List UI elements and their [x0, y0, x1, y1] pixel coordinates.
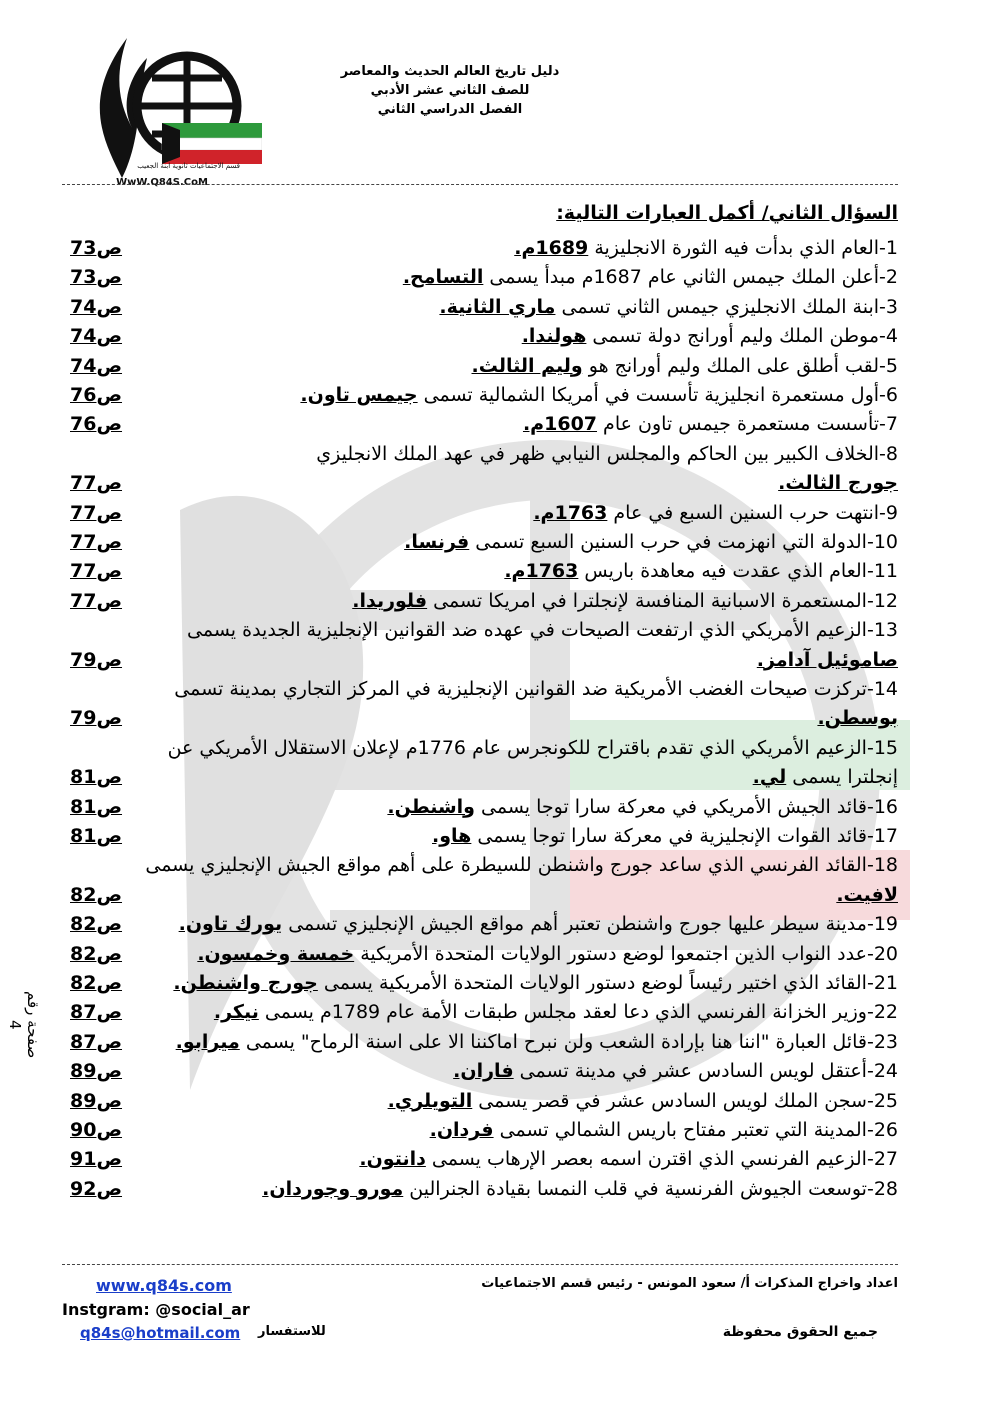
item-text: 12-المستعمرة الاسبانية المنافسة لإنجلترا في امريكا تسمى	[427, 589, 898, 612]
item-page-ref: ص77	[70, 560, 123, 583]
item-row	[836, 882, 898, 908]
item-page-ref: ص89	[70, 1089, 123, 1112]
item-page-ref: ص77	[70, 472, 123, 495]
item-page-ref: ص74	[70, 354, 123, 377]
item-row	[817, 705, 898, 731]
item-row	[522, 323, 898, 349]
item-text: 26-المدينة التي تعتبر مفتاح باريس الشمالي تسمى	[493, 1119, 898, 1141]
item-page-ref: ص77	[70, 531, 123, 553]
item-row	[173, 970, 898, 996]
item-answer: 1607م.	[522, 413, 598, 436]
item-row	[179, 911, 898, 937]
item-row	[352, 588, 898, 614]
item-page-ref: ص82	[70, 883, 123, 906]
item-row	[176, 1029, 898, 1055]
item-text: 2-أعلن الملك جيمس الثاني عام 1687م مبدأ يسمى	[483, 266, 898, 289]
item-row	[214, 999, 898, 1025]
document-header	[300, 62, 600, 119]
item-row	[262, 1176, 898, 1202]
item-answer: دانتون.	[359, 1148, 426, 1171]
item-answer: 1763م.	[533, 501, 608, 524]
item-text: 21-القائد الذي اختير رئيساً لوضع دستور الولايات المتحدة الأمريكية يسمى	[317, 972, 898, 994]
item-answer: فلوريدا.	[352, 589, 428, 612]
item-page-ref: ص87	[70, 1030, 123, 1053]
school-logo	[62, 28, 262, 188]
item-row	[300, 382, 898, 408]
item-row	[523, 411, 898, 437]
item-page-ref: ص79	[70, 648, 123, 671]
item-page-ref: ص82	[70, 942, 123, 965]
item-text: 22-وزير الخزانة الفرنسي الذي دعا لعقد مجلس طبقات الأمة عام 1789م يسمى	[258, 1001, 898, 1024]
item-row	[174, 676, 898, 702]
item-text: 28-توسعت الجيوش الفرنسية في قلب النمسا بقيادة الجنرالين	[403, 1177, 898, 1200]
item-row	[316, 441, 898, 467]
item-answer: مورو وجوردان.	[262, 1177, 404, 1200]
item-row	[430, 1117, 898, 1143]
item-row	[472, 353, 899, 379]
item-row	[439, 294, 898, 320]
item-page-ref: ص89	[70, 1060, 123, 1083]
item-answer: لافيت.	[836, 883, 898, 906]
item-row	[432, 823, 898, 849]
inquiry-label: للاستفسار	[258, 1324, 326, 1339]
item-page-ref: ص73	[70, 266, 123, 289]
item-page-ref: ص92	[70, 1177, 123, 1200]
item-text: 25-سجن الملك لويس السادس عشر في قصر يسمى	[472, 1089, 898, 1112]
item-text: 3-ابنة الملك الانجليزي جيمس الثاني تسمى	[555, 295, 898, 318]
item-answer: فردان.	[429, 1119, 494, 1141]
item-text: 7-تأسست مستعمرة جيمس تاون عام	[597, 413, 898, 436]
header-term: الفصل الدراسي الثاني	[377, 102, 523, 117]
item-row	[403, 264, 898, 290]
item-text: 5-لقب أطلق على الملك وليم أورانج هو	[582, 354, 898, 377]
item-answer: هاو.	[432, 825, 472, 847]
item-page-ref: ص82	[70, 972, 123, 994]
header-title: دليل تاريخ العالم الحديث والمعاصر	[340, 64, 560, 79]
item-row	[757, 647, 898, 673]
item-answer: جورج واشنطن.	[173, 972, 318, 994]
item-text: 8-الخلاف الكبير بين الحاكم والمجلس النيابي ظهر في عهد الملك الانجليزي	[316, 442, 898, 465]
item-page-ref: ص79	[70, 707, 123, 730]
item-answer: نيكر.	[213, 1001, 259, 1024]
top-divider	[62, 184, 898, 185]
item-row	[533, 500, 898, 526]
item-text: 14-تركزت صيحات الغضب الأمريكية ضد القوانين الإنجليزية في المركز التجاري بمدينة تسمى	[174, 678, 898, 700]
item-text: 16-قائد الجيش الأمريكي في معركة سارا توجا يسمى	[474, 795, 898, 818]
item-page-ref: ص91	[70, 1148, 123, 1171]
item-page-ref: ص74	[70, 295, 123, 318]
item-answer: 1763م.	[504, 560, 579, 583]
item-page-ref: ص77	[70, 501, 123, 524]
item-answer: واشنطن.	[387, 795, 475, 818]
item-row	[145, 852, 898, 878]
item-page-ref: ص81	[70, 795, 123, 818]
bottom-divider	[62, 1264, 898, 1265]
item-answer: خمسة وخمسون.	[197, 942, 355, 965]
item-row	[388, 1088, 898, 1114]
item-text: 27-الزعيم الفرنسي الذي اقترن اسمه بعصر الإرهاب يسمى	[425, 1148, 898, 1171]
item-answer: التسامح.	[402, 266, 484, 289]
item-row	[168, 735, 898, 761]
item-answer: هولندا.	[521, 325, 587, 348]
item-answer: فرنسا.	[404, 531, 470, 553]
instagram-handle[interactable]: Instgram: @social_ar	[62, 1300, 250, 1319]
footer-rights: جميع الحقوق محفوظة	[722, 1324, 878, 1340]
item-page-ref: ص90	[70, 1119, 123, 1141]
item-text: 4-موطن الملك وليم أورانج دولة تسمى	[586, 325, 898, 348]
item-page-ref: ص81	[70, 825, 123, 847]
side-page-number: صفحة رقم 4	[6, 991, 42, 1059]
item-answer: التويلري.	[387, 1089, 473, 1112]
item-text: 19-مدينة سيطر عليها جورج واشنطن تعتبر أهم مواقع الجيش الإنجليزي تسمى	[282, 913, 898, 936]
item-row	[359, 1146, 898, 1172]
item-text: 13-الزعيم الأمريكي الذي ارتفعت الصيحات في عهده ضد القوانين الإنجليزية الجديدة يسمى	[187, 619, 898, 642]
item-text: 20-عدد النواب الذين اجتمعوا لوضع دستور الولايات المتحدة الأمريكية	[354, 942, 898, 965]
item-page-ref: ص81	[70, 766, 123, 789]
item-row	[778, 470, 898, 496]
question-title: السؤال الثاني/ أكمل العبارات التالية:	[556, 202, 898, 224]
item-row	[453, 1058, 898, 1084]
item-text: 17-قائد القوات الإنجليزية في معركة سارا توجا يسمى	[471, 825, 898, 847]
item-page-ref: ص73	[70, 237, 123, 259]
item-text: 23-قائل العبارة "اننا هنا بإرادة الشعب ولن نبرح اماكننا الا على اسنة الرماح" يسمى	[239, 1030, 898, 1053]
item-page-ref: ص77	[70, 589, 123, 612]
item-page-ref: ص76	[70, 384, 123, 406]
item-answer: فاران.	[453, 1060, 514, 1083]
logo-caption: قسم الاجتماعيات ثانوية ابنة الجعيب	[137, 162, 240, 170]
item-text: 1-العام الذي بدأت فيه الثورة الانجليزية	[588, 237, 898, 259]
item-answer: بوسطن.	[817, 707, 898, 730]
logo-site: WwW.Q84S.CoM	[116, 177, 208, 188]
item-answer: يورك تاون.	[178, 913, 283, 936]
item-row	[404, 529, 898, 555]
item-text: 24-أعتقل لويس السادس عشر في مدينة تسمى	[513, 1060, 898, 1083]
item-text: إنجلترا يسمى	[786, 766, 898, 789]
item-text: 6-أول مستعمرة انجليزية تأسست في أمريكا الشمالية تسمى	[417, 384, 898, 406]
item-page-ref: ص87	[70, 1001, 123, 1024]
item-text: 9-انتهت حرب السنين السبع في عام	[607, 501, 898, 524]
email-link[interactable]: q84s@hotmail.com	[80, 1324, 241, 1342]
item-row	[504, 558, 898, 584]
item-answer: ماري الثانية.	[439, 295, 556, 318]
item-answer: جورج الثالث.	[778, 472, 898, 495]
item-page-ref: ص76	[70, 413, 123, 436]
item-row	[753, 764, 898, 790]
item-answer: جيمس تاون.	[300, 384, 418, 406]
item-text: 10-الدولة التي انهزمت في حرب السنين السبع تسمى	[469, 531, 898, 553]
item-answer: 1689م.	[514, 237, 589, 259]
item-answer: وليم الثالث.	[471, 354, 583, 377]
website-link[interactable]: www.q84s.com	[96, 1276, 232, 1295]
item-answer: ميرابو.	[175, 1030, 240, 1053]
item-row	[514, 235, 898, 261]
item-text: 15-الزعيم الأمريكي الذي تقدم باقتراح للكونجرس عام 1776م لإعلان الاستقلال الأمريكي عن	[167, 736, 898, 759]
item-row	[197, 941, 898, 967]
item-text: 18-القائد الفرنسي الذي ساعد جورج واشنطن للسيطرة على أهم مواقع الجيش الإنجليزي يسمى	[145, 854, 898, 877]
item-page-ref: ص74	[70, 325, 123, 348]
header-grade: للصف الثاني عشر الأدبي	[370, 83, 530, 98]
item-text: 11-العام الذي عقدت فيه معاهدة باريس	[578, 560, 898, 583]
item-row	[387, 794, 898, 820]
item-row	[187, 617, 898, 643]
item-answer: صاموئيل آدامز.	[756, 648, 898, 671]
item-answer: لي.	[752, 766, 787, 789]
item-page-ref: ص82	[70, 913, 123, 936]
footer-prepared-by: اعداد واخراج المذكرات أ/ سعود المونس - رئيس قسم الاجتماعيات	[481, 1276, 898, 1291]
